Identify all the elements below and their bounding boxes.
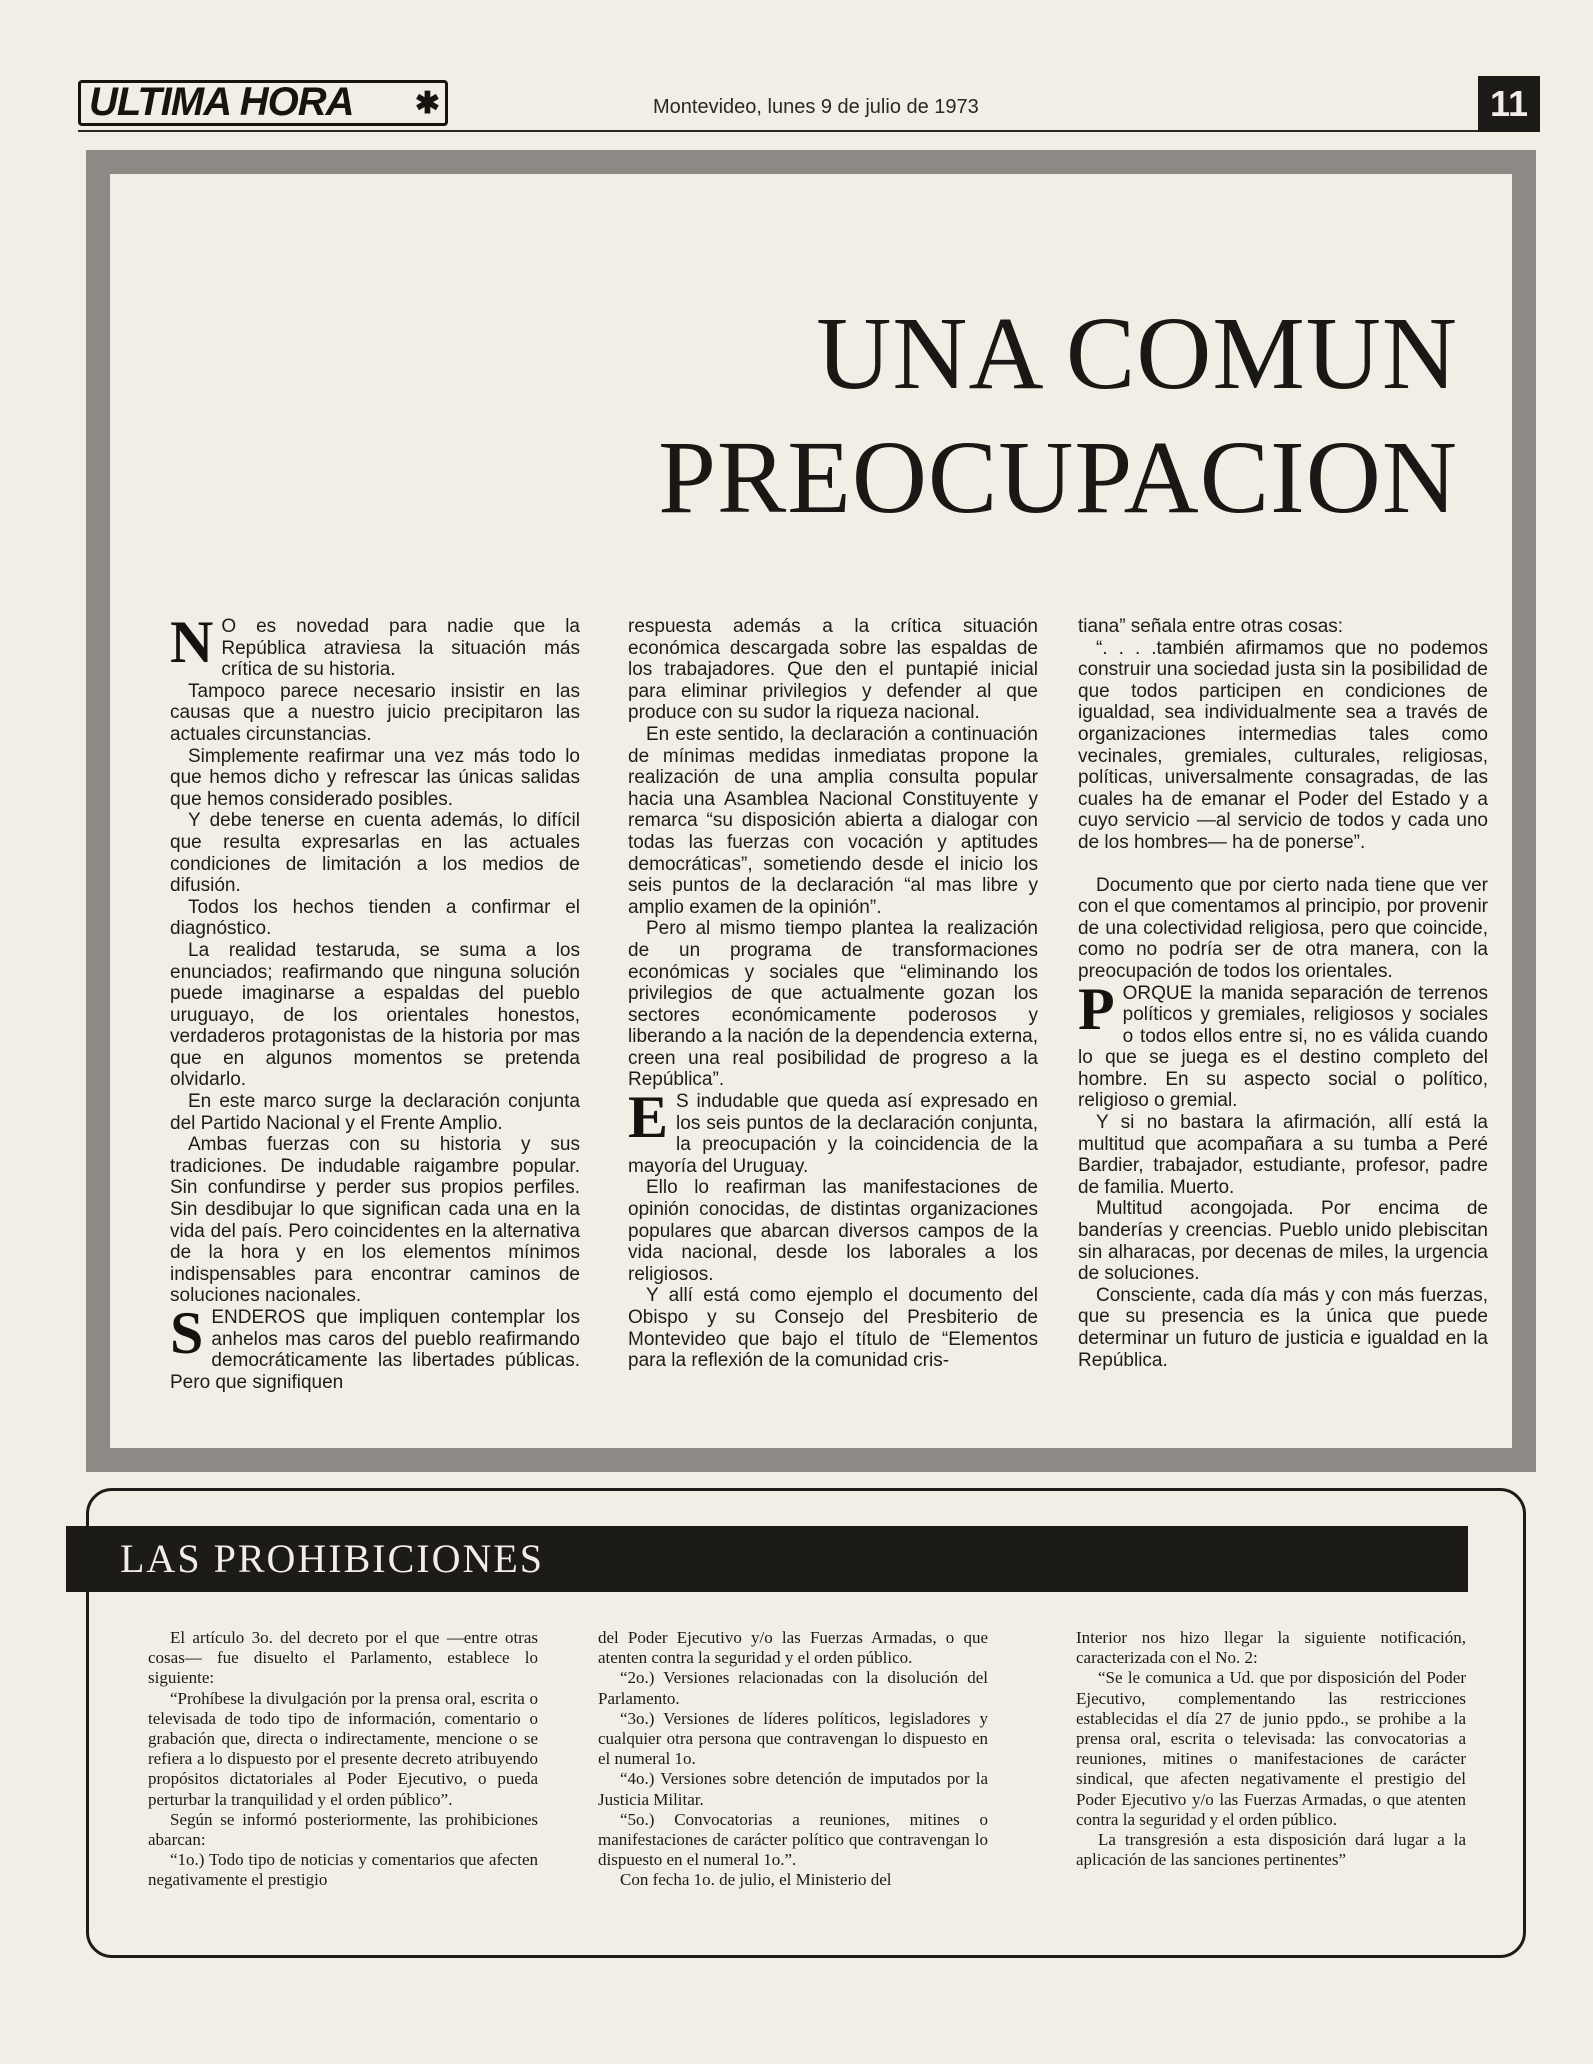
paragraph (148, 1628, 538, 1689)
prohibitions-column-3 (1076, 1628, 1466, 1870)
headline-line-2: PREOCUPACION (658, 420, 1458, 535)
prohibitions-title: LAS PROHIBICIONES (66, 1526, 1468, 1592)
paragraph (1076, 1830, 1466, 1870)
paragraph-text: Ello lo reafirman las manifestaciones de opinión conocidas, de distintas organizaciones populares que abarcan diversos campos de la vida nacional, desde los laborales a los religiosos. (628, 1177, 1038, 1285)
paragraph (628, 1177, 1038, 1285)
paragraph-text: Simplemente reafirmar una vez más todo lo que hemos dicho y refrescar las únicas salidas que hemos considerado posibles. (170, 745, 580, 810)
paragraph-text: ENDEROS que impliquen contemplar los anhelos mas caros del pueblo reafirmando democráticamente las libertades públicas. Pero que signifiquen (170, 1307, 580, 1393)
paragraph (170, 1134, 580, 1307)
paragraph-text: “4o.) Versiones sobre detención de imputados por la Justicia Militar. (598, 1769, 988, 1809)
paragraph (598, 1709, 988, 1770)
prohibitions-column-2 (598, 1628, 988, 1891)
paragraph-text: “5o.) Convocatorias a reuniones, mitines o manifestaciones de carácter político que contravengan lo dispuesto en el numeral 1o.”. (598, 1809, 988, 1870)
paragraph (1078, 875, 1488, 983)
drop-cap: S (170, 1300, 204, 1366)
article-column-1 (170, 609, 580, 1393)
paragraph (1078, 1285, 1488, 1371)
paragraph (598, 1769, 988, 1809)
paragraph (148, 1810, 538, 1850)
paragraph-text: El artículo 3o. del decreto por el que —entre otras cosas— fue disuelto el Parlamento, establece lo siguiente: (148, 1628, 538, 1688)
paragraph-text: Y si no bastara la afirmación, allí está la multitud que acompañara a su tumba a Peré Bardier, trabajador, estudiante, profesor, padre de familia. Muerto. (1078, 1112, 1488, 1198)
paragraph-text: Interior nos hizo llegar la siguiente notificación, caracterizada con el No. 2: (1076, 1628, 1466, 1668)
paragraph-text: Tampoco parece necesario insistir en las causas que a nuestro juicio precipitaron las actuales circunstancias. (170, 680, 580, 745)
paragraph-text: “1o.) Todo tipo de noticias y comentarios que afecten negativamente el prestigio (148, 1850, 538, 1890)
paragraph-text: En este marco surge la declaración conjunta del Partido Nacional y el Frente Amplio. (170, 1091, 580, 1134)
paragraph-text: La realidad testaruda, se suma a los enunciados; reafirmando que ninguna solución puede imaginarse a espaldas del pueblo uruguayo, de los orientales honestos, verdaderos protagonistas de la historia por mas que en algunos momentos se pretenda olvidarlo. (170, 939, 580, 1091)
drop-cap: P (1078, 975, 1115, 1042)
masthead (78, 76, 1558, 136)
prohibitions-column-1 (148, 1628, 538, 1891)
paragraph-text: Todos los hechos tienden a confirmar el diagnóstico. (170, 896, 580, 940)
paragraph-text: “. . . .también afirmamos que no podemos construir una sociedad justa sin la posibilidad de que todos participen en condiciones de igualdad, sea individualmente sea a través de organizaciones intermedias tales como vecinales, gremiales, culturales, religiosas, políticas, universalmente consagradas, de las cuales ha de emanar el Poder del Estado y a cuyo servicio —al servicio de todos y cada uno de los hombres— ha de ponerse”. (1078, 637, 1488, 853)
paragraph-text: Documento que por cierto nada tiene que ver con el que comentamos al principio, por provenir de una colectividad religiosa, pero que coincide, como no podría ser de otra manera, con la preocupación de todos los orientales. (1078, 874, 1488, 982)
drop-cap: N (170, 609, 214, 675)
paragraph (598, 1668, 988, 1708)
logo-star-icon: ✱ (414, 87, 439, 120)
paragraph (1078, 638, 1488, 854)
paragraph (170, 609, 580, 681)
paragraph-text: respuesta además a la crítica situación económica descargada sobre las espaldas de los trabajadores. Que den el puntapié inicial para eliminar privilegios y defender al que produce con su sudor la riqueza nacional. (628, 616, 1038, 724)
article-body (110, 174, 1512, 1448)
masthead-rule (78, 130, 1478, 132)
paragraph (628, 1084, 1038, 1177)
paragraph-text: ORQUE la manida separación de terrenos políticos y gremiales, religiosos y sociales o todos ellos entre si, no es válida cuando lo que se juega es el destino completo del hombre. En su aspecto social o político, religioso o gremial. (1078, 982, 1488, 1112)
dateline: Montevideo, lunes 9 de julio de 1973 (653, 96, 979, 118)
paragraph (598, 1870, 988, 1890)
paragraph-text: del Poder Ejecutivo y/o las Fuerzas Armadas, o que atenten contra la seguridad y el orden público. (598, 1628, 988, 1668)
logo-text: ULTIMA HORA (89, 80, 354, 124)
newspaper-logo (78, 80, 448, 126)
paragraph (170, 940, 580, 1091)
paragraph-text: O es novedad para nadie que la República atraviesa la situación más crítica de su historia. (221, 616, 580, 681)
paragraph (148, 1850, 538, 1890)
paragraph (598, 1810, 988, 1871)
paragraph-text: Consciente, cada día más y con más fuerzas, que su presencia es la única que puede determinar un futuro de justicia e igualdad en la República. (1078, 1284, 1488, 1371)
paragraph (628, 616, 1038, 724)
paragraph-text: “Se le comunica a Ud. que por disposición del Poder Ejecutivo, complementando las restricciones establecidas el día 27 de junio ppdo., se prohibe a la prensa oral, escrita o televisada: las convocatorias a reuniones, mitines o manifestaciones de carácter sindical, que afecten negativamente el prestigio del Poder Ejecutivo y/o las Fuerzas Armadas, o que atenten contra la seguridad y el orden público. (1076, 1668, 1466, 1829)
paragraph-text: Pero al mismo tiempo plantea la realización de un programa de transformaciones económicas y sociales que “eliminando los privilegios de que actualmente gozan los sectores económicamente poderosos y liberando a la nación de la dependencia externa, creen una real posibilidad de progreso a la República”. (628, 918, 1038, 1091)
paragraph (148, 1689, 538, 1810)
paragraph-text: S indudable que queda así expresado en los seis puntos de la declaración conjunta, la preocupación y la coincidencia de la mayoría del Uruguay. (628, 1091, 1038, 1177)
paragraph-text: “Prohíbese la divulgación por la prensa oral, escrita o televisada de todo tipo de información, comentario o grabación que, directa o indirectamente, mencione o se refiera a lo dispuesto por el presente decreto atribuyendo propósitos dictatoriales al Poder Ejecutivo, o pueda perturbar la tranquilidad y el orden público”. (148, 1688, 538, 1809)
headline-line-1: UNA COMUN (816, 296, 1458, 411)
paragraph (1076, 1668, 1466, 1830)
paragraph-text: Multitud acongojada. Por encima de banderías y creencias. Pueblo unido plebiscitan sin alharacas, por decenas de miles, la urgencia de soluciones. (1078, 1198, 1488, 1285)
paragraph-text: Y allí está como ejemplo el documento del Obispo y su Consejo del Presbiterio de Montevideo que bajo el título de “Elementos para la reflexión de la comunidad cris- (628, 1285, 1038, 1372)
paragraph (628, 1285, 1038, 1371)
paragraph-text: La transgresión a esta disposición dará lugar a la aplicación de las sanciones pertinentes” (1076, 1830, 1466, 1870)
paragraph (170, 1300, 580, 1393)
paragraph (628, 724, 1038, 918)
paragraph-text: Según se informó posteriormente, las prohibiciones abarcan: (148, 1809, 538, 1850)
paragraph-text: Con fecha 1o. de julio, el Ministerio del (620, 1870, 892, 1890)
paragraph (170, 1091, 580, 1134)
paragraph (1078, 1198, 1488, 1284)
paragraph (170, 746, 580, 811)
paragraph-text: “2o.) Versiones relacionadas con la disolución del Parlamento. (598, 1668, 988, 1708)
paragraph-text: tiana” señala entre otras cosas: (1078, 616, 1344, 637)
paragraph (1076, 1628, 1466, 1668)
paragraph (170, 810, 580, 896)
paragraph-text: Ambas fuerzas con su historia y sus tradiciones. De indudable raigambre popular. Sin confundirse y perder sus propios perfiles. Sin desdibujar lo que significan cada una en la vida del país. Pero coincidentes en la alternativa de la hora y en los elementos mínimos indispensables para encontrar caminos de soluciones nacionales. (170, 1134, 580, 1307)
paragraph (1078, 616, 1488, 638)
article-headline (658, 296, 1458, 535)
paragraph (170, 681, 580, 746)
paragraph-text: “3o.) Versiones de líderes políticos, legisladores y cualquier otra persona que contravengan lo dispuesto en el numeral 1o. (598, 1708, 988, 1769)
paragraph (1078, 1112, 1488, 1198)
article-frame (86, 150, 1536, 1472)
paragraph-text: Y debe tenerse en cuenta además, lo difícil que resulta expresarlas en las actuales condiciones de limitación a los medios de difusión. (170, 810, 580, 897)
page-number: 11 (1478, 76, 1540, 132)
paragraph (598, 1628, 988, 1668)
drop-cap: E (628, 1084, 669, 1151)
paragraph-text: En este sentido, la declaración a continuación de mínimas medidas inmediatas propone la realización de una amplia consulta popular hacia una Asamblea Nacional Constituyente y remarca “su disposición abierta a dialogar con todas las fuerzas con vocación y aptitudes democráticas”, sometiendo desde el inicio los seis puntos de la declaración “al mas libre y amplio examen de la opinión”. (628, 723, 1038, 918)
paragraph (1078, 975, 1488, 1113)
article-column-3 (1078, 616, 1488, 1371)
article-column-2 (628, 616, 1038, 1372)
paragraph (628, 918, 1038, 1091)
paragraph (170, 897, 580, 940)
